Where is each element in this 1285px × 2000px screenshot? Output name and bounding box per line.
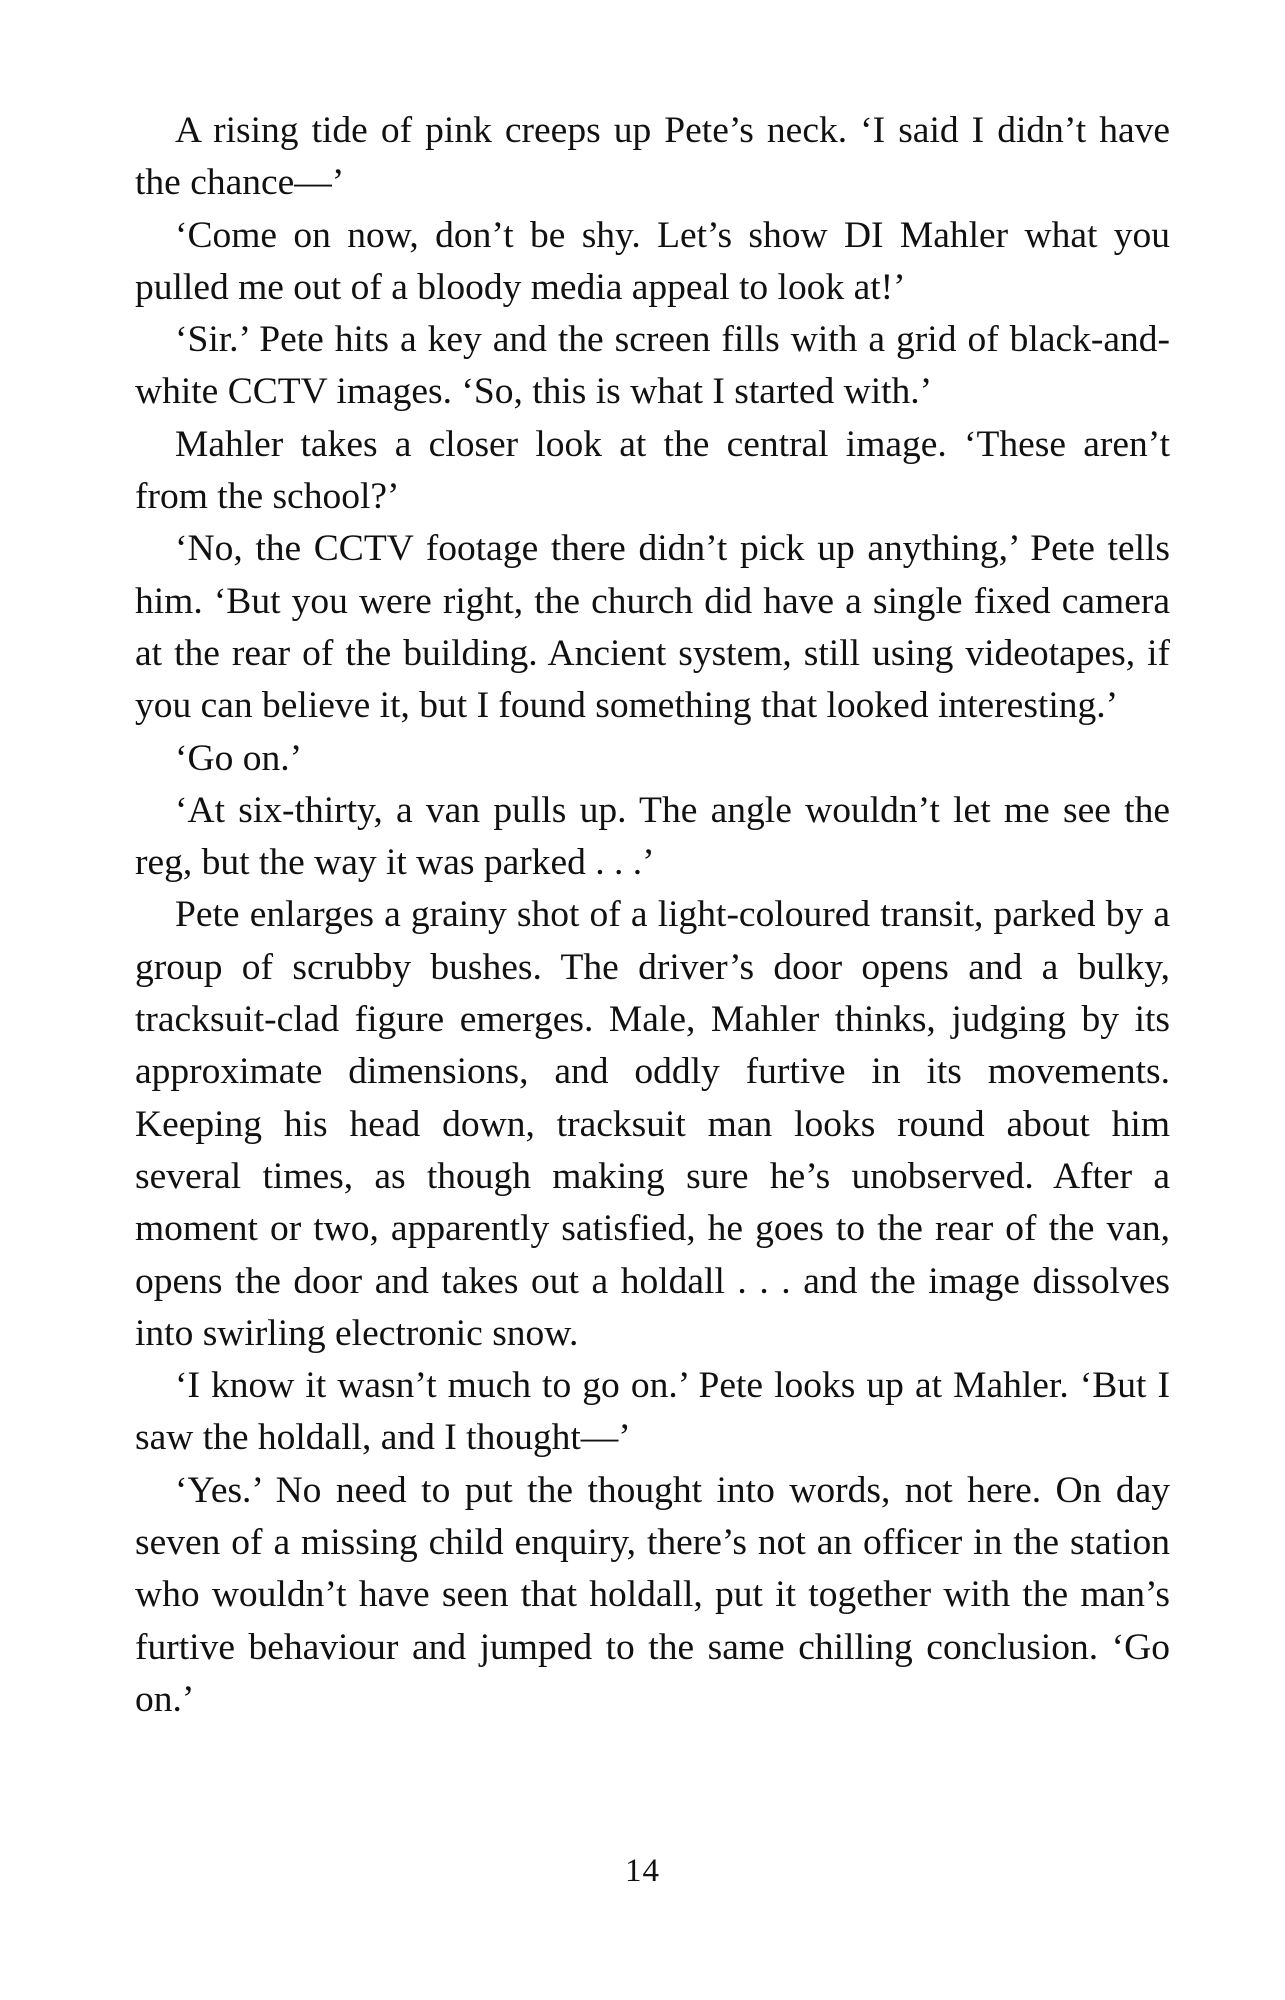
paragraph: ‘No, the CCTV footage there didn’t pick up anything,’ Pete tells him. ‘But you were right, the church did have a single fixed camera at the rear of the building. Ancient system, still using videotapes, if you can believe it, but I found something that looked interesting.’ [135, 528, 1170, 727]
paragraph: ‘I know it wasn’t much to go on.’ Pete looks up at Mahler. ‘But I saw the holdall, and I thought—’ [135, 1365, 1170, 1459]
paragraph: ‘Go on.’ [175, 737, 303, 779]
paragraph: ‘Yes.’ No need to put the thought into words, not here. On day seven of a missing child enquiry, there’s not an officer in the station who wouldn’t have seen that holdall, put it together with the man’s furtive behaviour and jumped to the same chilling conclusion. ‘Go on.’ [135, 1469, 1170, 1720]
paragraph: Pete enlarges a grainy shot of a light-coloured transit, parked by a group of scrubby bushes. The driver’s door opens and a bulky, tracksuit-clad figure emerges. Male, Mahler thinks, judging by its approximate dimensions, and oddly furtive in its movements. Keeping his head down, tracksuit man looks round about him several times, as though making sure he’s unobserved. After a moment or two, apparently satisfied, he goes to the rear of the van, opens the door and takes out a holdall . . . and the image dissolves into swirling electronic snow. [135, 894, 1170, 1354]
paragraph: ‘At six-thirty, a van pulls up. The angle wouldn’t let me see the reg, but the way it was parked . . .’ [135, 789, 1170, 884]
paragraph: A rising tide of pink creeps up Pete’s neck. ‘I said I didn’t have the chance—’ [135, 110, 1170, 204]
paragraph: Mahler takes a closer look at the central image. ‘These aren’t from the school?’ [135, 423, 1170, 518]
page-number: 14 [625, 1853, 660, 1889]
paragraph: ‘Come on now, don’t be shy. Let’s show DI Mahler what you pulled me out of a bloody media appeal to look at!’ [135, 214, 1170, 308]
paragraph: ‘Sir.’ Pete hits a key and the screen fills with a grid of black-and-white CCTV images. ‘So, this is what I started with.’ [135, 319, 1170, 413]
body-text [135, 105, 1170, 1726]
